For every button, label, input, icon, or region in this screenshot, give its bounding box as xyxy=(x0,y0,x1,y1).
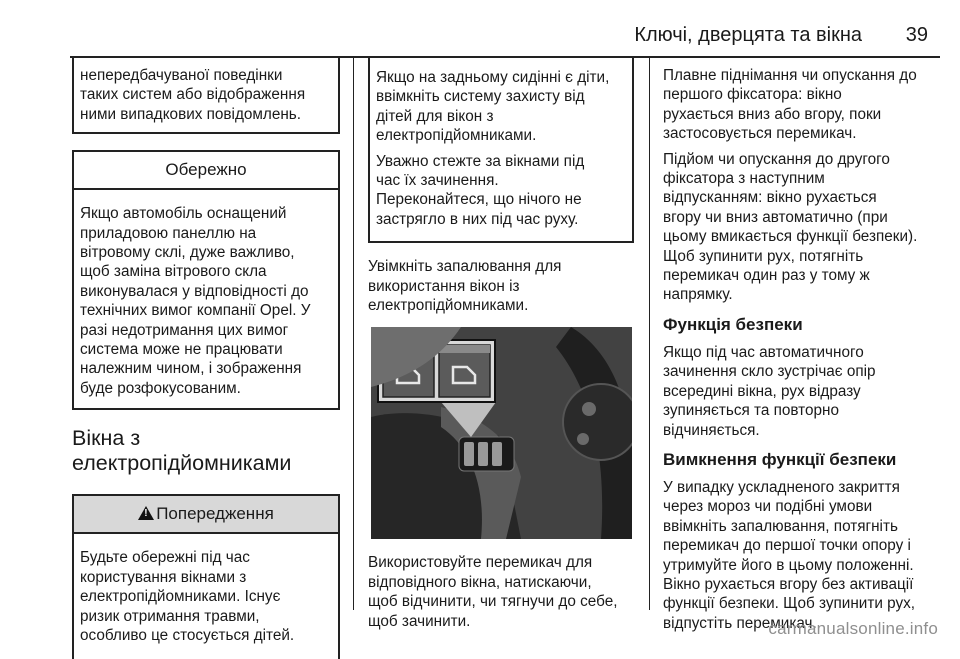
text-line: цьому вмикається функції безпеки). xyxy=(663,228,918,246)
text-line: буде розфокусованим. xyxy=(80,379,241,397)
text-line: відпустіть перемикач. xyxy=(663,614,817,632)
ignition-instruction xyxy=(368,257,634,315)
text-line: зачинення скло зустрічає опір xyxy=(663,363,876,381)
text-line: перемикач один раз у тому ж xyxy=(663,267,870,285)
text-line: напрямку. xyxy=(663,286,733,304)
text-line: щоб відчинити, чи тягнучи до себе, xyxy=(368,593,618,611)
window-switch-illustration xyxy=(371,327,632,539)
continued-note-box xyxy=(72,58,340,134)
text-line: Якщо автомобіль оснащений xyxy=(80,205,287,223)
text-line: дітей для вікон з xyxy=(376,107,494,125)
column-2 xyxy=(368,58,634,637)
text-line: користування вікнами з xyxy=(80,568,247,586)
section-title xyxy=(72,426,340,476)
text-line: першого фіксатора: вікно xyxy=(663,86,842,104)
text-line: непередбачуваної поведінки xyxy=(80,67,283,84)
text-line: Будьте обережні під час xyxy=(80,549,250,567)
disable-safety-text xyxy=(663,478,943,633)
text-line: Якщо під час автоматичного xyxy=(663,343,864,361)
auto-movement-text xyxy=(663,150,943,305)
text-line: виконувалася у відповідності до xyxy=(80,282,309,300)
text-line: зупиняється та повторно xyxy=(663,402,839,420)
text-line: ввімкніть систему захисту від xyxy=(376,88,585,106)
text-line: Якщо на задньому сидінні є діти, xyxy=(376,69,610,86)
text-line: Увімкніть запалювання для xyxy=(368,258,562,276)
watermark: carmanualsonline.info xyxy=(768,619,938,638)
window-switch-illustration-icon xyxy=(371,327,632,539)
text-line: застосовується перемикач. xyxy=(663,125,857,143)
text-line: електропідйомниками. xyxy=(368,297,529,315)
section-title-line-1: Вікна з xyxy=(72,426,141,451)
text-line: перемикач до першої точки опору і xyxy=(663,537,911,555)
switch-usage-text xyxy=(368,553,634,631)
text-line: Використовуйте перемикач для xyxy=(368,554,593,572)
children-safety-box xyxy=(368,58,634,243)
text-line: Уважно стежте за вікнами під xyxy=(376,152,585,170)
text-line: утримуйте його в цьому положенні. xyxy=(663,556,914,574)
text-line: функції безпеки. Щоб зупинити рух, xyxy=(663,595,916,613)
text-line: особливо це стосується дітей. xyxy=(80,626,295,644)
text-line: щоб заміна вітрового скла xyxy=(80,263,267,281)
text-line: Щоб зупинити рух, потягніть xyxy=(663,247,864,265)
column-divider-2 xyxy=(649,58,650,610)
text-line: всередині вікна, рух відразу xyxy=(663,382,861,400)
warning-box xyxy=(72,494,340,659)
column-3 xyxy=(663,66,943,639)
text-line: Підйом чи опускання до другого xyxy=(663,150,890,168)
column-divider-1 xyxy=(353,58,354,610)
header-title: Ключі, дверцята та вікна xyxy=(634,24,862,46)
text-line: застрягло в них під час руху. xyxy=(376,210,579,228)
disable-safety-heading: Вимкнення функції безпеки xyxy=(663,449,897,469)
window-watch-text xyxy=(376,152,626,230)
text-line: Вікно рухається вгору без активації xyxy=(663,575,914,593)
text-line: вгору чи вниз автоматично (при xyxy=(663,208,888,226)
warning-triangle-icon: ! xyxy=(138,506,154,520)
caution-text xyxy=(74,190,338,408)
text-line: відпусканням: вікно рухається xyxy=(663,189,877,207)
safety-function-text xyxy=(663,343,943,440)
smooth-movement-text xyxy=(663,66,943,144)
warning-title: Попередження xyxy=(156,504,274,524)
text-line: відповідного вікна, натискаючи, xyxy=(368,573,592,591)
text-line: У випадку ускладненого закриття xyxy=(663,478,900,496)
caution-title: Обережно xyxy=(74,152,338,190)
text-line: час їх зачинення. xyxy=(376,172,499,190)
warning-header xyxy=(74,496,338,534)
text-line: належним чином, і зображення xyxy=(80,360,302,378)
children-safety-text xyxy=(376,68,626,146)
text-line: ними випадкових повідомлень. xyxy=(80,105,301,123)
text-line: ризик отримання травми, xyxy=(80,607,260,625)
column-1 xyxy=(72,58,340,659)
text-line: фіксатора з наступним xyxy=(663,170,825,188)
safety-function-heading: Функція безпеки xyxy=(663,314,803,334)
text-line: рухається вниз або вгору, поки xyxy=(663,105,882,123)
text-line: вітровому склі, дуже важливо, xyxy=(80,244,295,262)
text-line: разі недотримання цих вимог xyxy=(80,321,289,339)
caution-box xyxy=(72,150,340,410)
text-line: через мороз чи подібні умови xyxy=(663,498,873,516)
text-line: таких систем або відображення xyxy=(80,86,306,104)
text-line: Плавне піднімання чи опускання до xyxy=(663,67,917,84)
text-line: Переконайтеся, що нічого не xyxy=(376,191,582,209)
text-line: ввімкніть запалювання, потягніть xyxy=(663,517,898,535)
text-line: система може не працювати xyxy=(80,341,283,359)
section-title-line-2: електропідйомниками xyxy=(72,451,292,476)
text-line: технічних вимог компанії Opel. У xyxy=(80,302,311,320)
text-line: відчиняється. xyxy=(663,421,760,439)
text-line: електропідйомниками. Існує xyxy=(80,588,281,606)
page-number: 39 xyxy=(905,24,928,46)
warning-text xyxy=(74,534,338,659)
text-line: приладовою панеллю на xyxy=(80,224,257,242)
text-line: електропідйомниками. xyxy=(376,127,537,145)
text-line: використання вікон із xyxy=(368,277,520,295)
continued-note-text xyxy=(80,66,332,124)
text-line: щоб зачинити. xyxy=(368,612,471,630)
